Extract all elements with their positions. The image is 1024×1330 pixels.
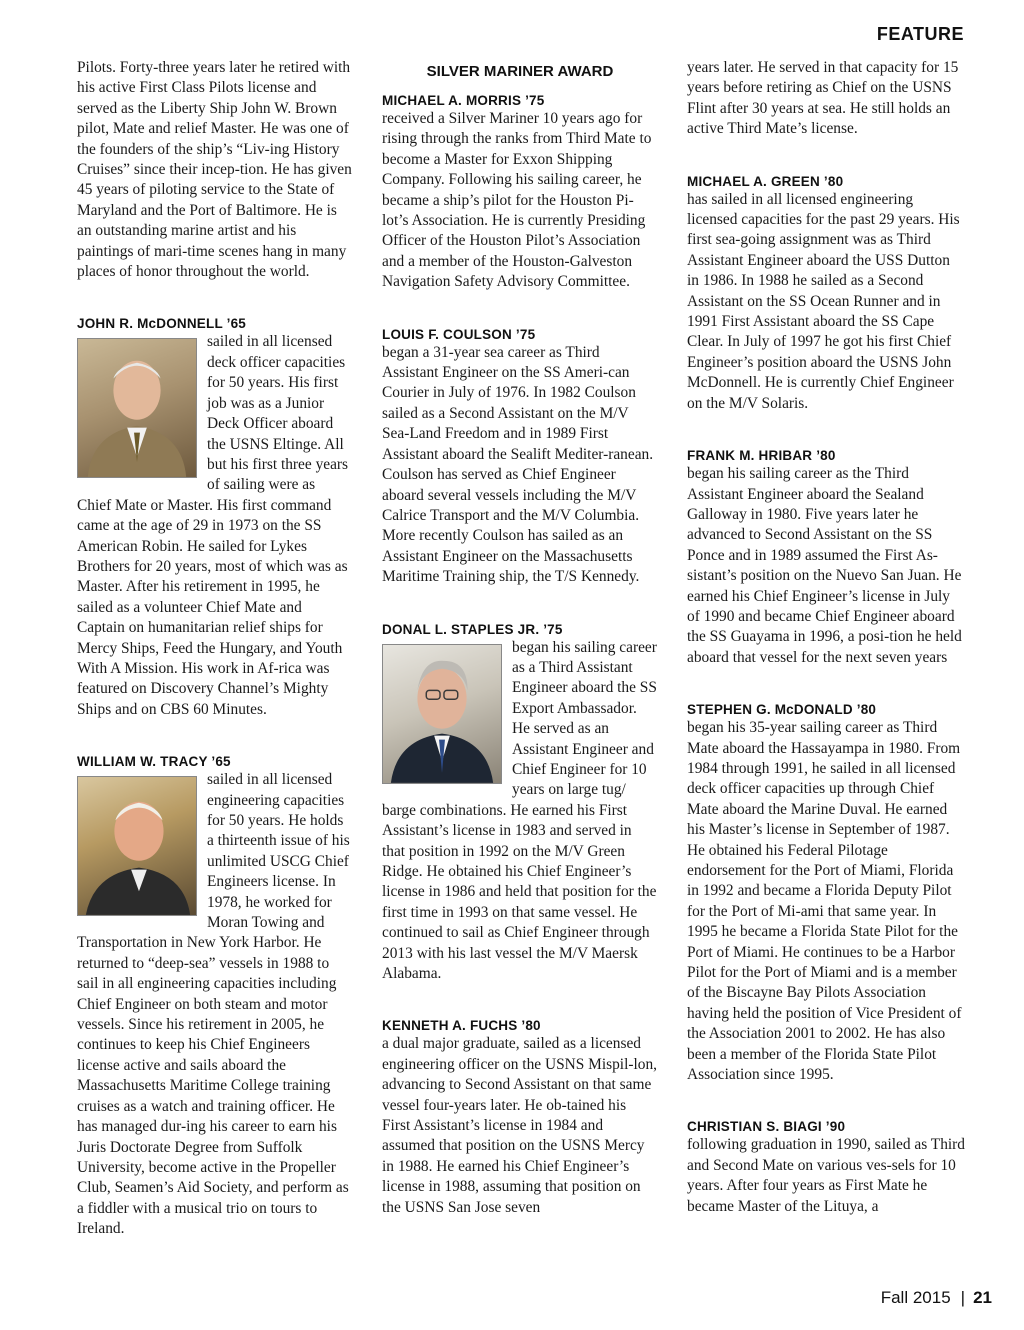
bio-fuchs-continued	[687, 58, 965, 140]
bio-name: CHRISTIAN S. BIAGI ’90	[687, 1119, 846, 1135]
bio-green	[687, 174, 965, 414]
portrait-photo	[77, 776, 197, 916]
portrait-illustration	[78, 777, 196, 915]
portrait-illustration	[383, 645, 501, 783]
bio-biagi	[687, 1119, 965, 1217]
bio-name: LOUIS F. COULSON ’75	[382, 326, 536, 342]
bio-text: began his 35-year sailing career as Third Mate aboard the Hassayampa in 1980. From 1984 through 1991, he sailed in all licensed deck officer capacities up through Chief Mate aboard the Marine Duval. He earned his Master’s license in September of 1987. He obtained his Federal Pilotage endorsement for the Port of Miami, Florida in 1992 and became a Florida Deputy Pilot for the Port of Mi-ami that same year. In 1995 he became a Florida State Pilot for the Port of Miami. He continues to be a Harbor Pilot for the Port of Miami and is a member of the Biscayne Bay Pilots Association having held the position of Vice President of the Association 2001 to 2002. He has also been a member of the Florida State Pilot Association since 1995.	[687, 719, 962, 1084]
bio-text: has sailed in all licensed engineering licensed capacities for the past 29 years. His first sea-going assignment was as Third Assistant Engineer aboard the USS Dutton in 1986. In 1988 he sailed as a Second Assistant on the SS Ocean Runner and in 1991 First Assistant aboard the SS Cape Clear. In July of 1997 he got his first Chief Engineer’s position aboard the USNS John McDonnell. He is currently Chief Engineer on the M/V Solaris.	[687, 190, 960, 412]
bio-text: a dual major graduate, sailed as a licensed engineering officer on the USNS Mispil-lon, advancing to Second Assistant on that same vessel four-years later. He ob-tained his First Assistant’s license in 1984 and assumed that position on the USNS Mercy in 1988. He earned his Chief Engineer’s license in 1988, assuming that position on the USNS San Jose seven	[382, 1035, 657, 1216]
bio-text: began a 31-year sea career as Third Assistant Engineer on the SS Ameri-can Courier in July of 1976. In 1982 Coulson sailed as a Second Assistant on the M/V Sea-Land Freedom and in 1989 First Assistant aboard the Sealift Mediter-ranean. Coulson has served as Chief Engineer aboard several vessels including the M/V Calrice Transport and the M/V Columbia. More recently Coulson has sailed as an Assistant Engineer on the Massachusetts Maritime Training ship, the T/S Kennedy.	[382, 343, 654, 586]
bio-name: JOHN R. McDONNELL ’65	[77, 316, 246, 332]
section-tag: FEATURE	[876, 24, 964, 44]
issue-label: Fall 2015	[880, 1288, 951, 1307]
bio-text: years later. He served in that capacity for 15 years before retiring as Chief on the USNS Flint after 30 years at sea. He still holds an active Third Mate’s license.	[687, 59, 959, 138]
bio-name: KENNETH A. FUCHS ’80	[382, 1018, 541, 1034]
page-number: 21	[973, 1288, 992, 1307]
bio-morris	[382, 93, 658, 293]
bio-mcdonnell	[77, 316, 353, 720]
bio-text: sailed in all licensed engineering capacities for 50 years. He holds a thirteenth issue of his unlimited USCG Chief Engineers license. In 1978, he worked for Moran Towing and Transportation in New York Harbor. He returned to “deep-sea” vessels in 1988 to sail in all engineering capacities including Chief Engineer on both steam and motor vessels. Since his retirement in 2005, he continues to keep his Chief Engineers license active and sails aboard the Massachusetts Maritime College training cruises as a watch and training officer. He has managed dur-ing his career to earn his Juris Doctorate Degree from Suffolk University, become active in the Propeller Club, Seamen’s Aid Society, and perform as a fiddler with a musical trio on tours to Ireland.	[77, 771, 350, 1238]
portrait-illustration	[78, 339, 196, 477]
bio-name: STEPHEN G. McDONALD ’80	[687, 702, 877, 718]
bio-text: Pilots. Forty-three years later he retired with his active First Class Pilots license and served as the Liberty Ship John W. Brown pilot, Mate and relief Master. He was one of the founders of the ship’s “Liv-ing History Cruises” since their incep-tion. He has given 45 years of piloting service to the State of Maryland and the Port of Baltimore. He is an outstanding marine artist and his paintings of mari-time scenes hang in many places of honor throughout the world.	[77, 59, 352, 281]
bio-mcdonald	[687, 702, 965, 1085]
bio-tracy	[77, 754, 353, 1239]
award-heading: SILVER MARINER AWARD	[426, 63, 614, 80]
bio-name: MICHAEL A. MORRIS ’75	[382, 93, 545, 108]
bio-staples	[382, 622, 658, 985]
bio-name: MICHAEL A. GREEN ’80	[687, 173, 844, 189]
bio-intro-continued	[77, 58, 353, 282]
page-footer	[881, 1288, 992, 1308]
bio-name: FRANK M. HRIBAR ’80	[687, 448, 836, 464]
column-3	[687, 58, 965, 1251]
portrait-photo	[77, 338, 197, 478]
bio-name: DONAL L. STAPLES JR. ’75	[382, 621, 563, 637]
bio-name: WILLIAM W. TRACY ’65	[77, 754, 231, 770]
bio-fuchs	[382, 1018, 658, 1218]
bio-coulson	[382, 327, 658, 588]
bio-text: sailed in all licensed deck officer capacities for 50 years. His first job was as a Junior Deck Officer aboard the USNS Eltinge. All but his first three years of sailing were as Chief Mate or Master. His first command came at the age of 29 in 1973 on the SS American Robin. He sailed for Lykes Brothers for 20 years, most of which was as Master. After his retirement in 1995, he sailed as a volunteer Chief Mate and Captain on humanitarian relief ships for Mercy Ships, Feed the Hungary, and Youth With A Mission. His work in Af-rica was featured on Discovery Channel’s Mighty Ships and on CBS 60 Minutes.	[77, 333, 349, 718]
bio-text: received a Silver Mariner 10 years ago for rising through the ranks from Third Mate to become a Master for Exxon Shipping Company. Following his sailing career, he became a ship’s pilot for the Houston Pi-lot’s Association. He is currently Presiding Officer of the Houston Pilot’s Association and a member of the Houston-Galveston Navigation Safety Advisory Committee.	[382, 110, 652, 291]
portrait-photo	[382, 644, 502, 784]
column-1	[77, 58, 353, 1274]
bio-text: following graduation in 1990, sailed as Third and Second Mate on various ves-sels for 10 years. After four years as First Mate he became Master of the Lituya, a	[687, 1136, 965, 1215]
bio-text: began his sailing career as the Third Assistant Engineer aboard the Sealand Galloway in 1980. Five years later he advanced to Second Assistant on the SS Ponce and in 1989 assumed the First As-sistant’s position on the Nuevo San Juan. He earned his Chief Engineer’s license in July of 1990 and became Chief Engineer aboard the SS Guayama in 1996, a posi-tion he held aboard that vessel for the next seven years	[687, 465, 962, 666]
bio-hribar	[687, 448, 965, 668]
bio-text: began his sailing career as a Third Assistant Engineer aboard the SS Export Ambassador. He served as an Assistant Engineer and Chief Engineer for 10 years on large tug/ barge combinations. He earned his First Assistant’s license in 1983 and served in that position in 1992 on the M/V Green Ridge. He obtained his Chief Engineer’s license in 1986 and held that position for the first time in 1993 on that same vessel. He continued to sail as Chief Engineer through 2013 with his last vessel the M/V Maersk Alabama.	[382, 638, 657, 983]
footer-separator: |	[960, 1288, 966, 1307]
column-2	[382, 58, 658, 1252]
